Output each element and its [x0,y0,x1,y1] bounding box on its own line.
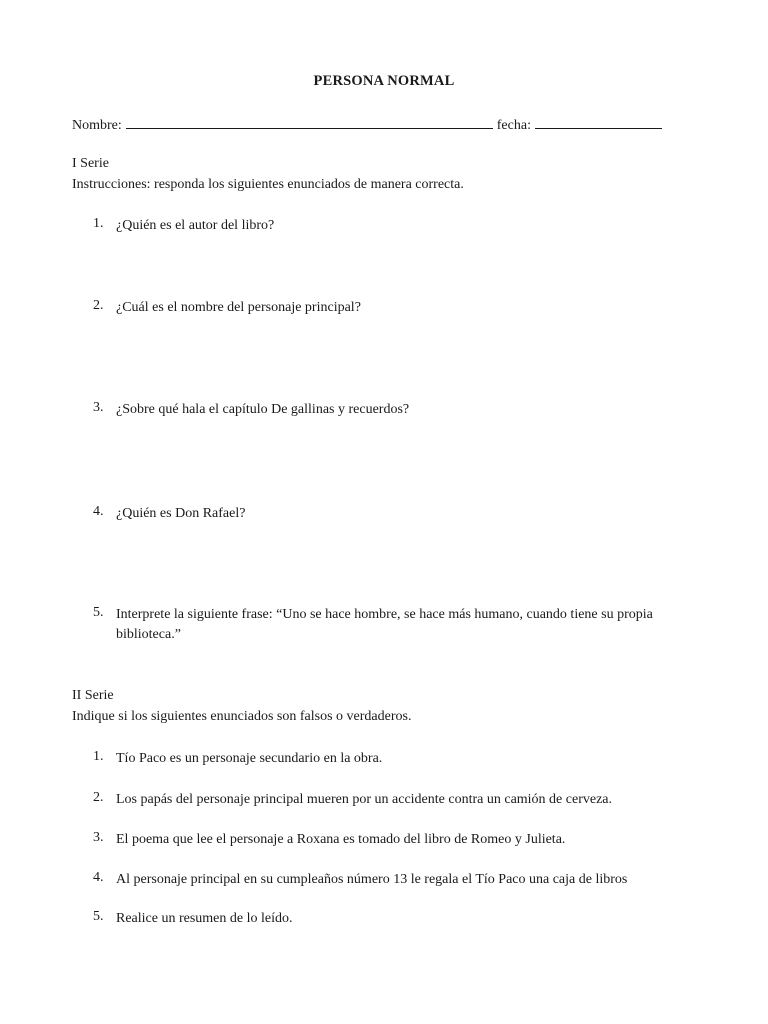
serie-2-question-2 [93,790,713,810]
serie-1-question-5 [93,605,713,645]
question-number: 4. [93,504,104,519]
question-text: Realice un resumen de lo leído. [116,911,293,926]
name-blank-line [126,115,493,129]
serie-2-title: II Serie [72,688,114,703]
question-number: 3. [93,830,104,845]
serie-1-question-1 [93,216,713,236]
question-text: El poema que lee el personaje a Roxana es tomado del libro de Romeo y Julieta. [116,832,566,847]
name-date-line [72,115,662,134]
date-blank-line [535,115,662,129]
serie-1-question-2 [93,298,713,318]
serie-2-instructions: Indique si los siguientes enunciados son falsos o verdaderos. [72,709,412,724]
question-text: ¿Sobre qué hala el capítulo De gallinas y recuerdos? [116,402,410,417]
question-number: 5. [93,605,104,620]
question-number: 5. [93,909,104,924]
question-text: ¿Quién es Don Rafael? [116,506,246,521]
question-text: ¿Cuál es el nombre del personaje principal? [116,300,361,315]
date-label: fecha: [496,118,531,133]
question-number: 4. [93,870,104,885]
serie-2-question-1 [93,749,713,769]
question-number: 1. [93,749,104,764]
name-label: Nombre: [72,118,122,133]
question-text: ¿Quién es el autor del libro? [116,218,275,233]
serie-1-instructions: Instrucciones: responda los siguientes enunciados de manera correcta. [72,177,464,192]
question-number: 1. [93,216,104,231]
serie-2-question-5 [93,909,713,929]
serie-2-question-4 [93,870,713,890]
page-title: PERSONA NORMAL [313,73,455,89]
serie-1-question-4 [93,504,713,524]
serie-2-question-3 [93,830,713,850]
question-text: Los papás del personaje principal mueren por un accidente contra un camión de cerveza. [116,792,613,807]
serie-1-question-3 [93,400,713,420]
question-text: Al personaje principal en su cumpleaños número 13 le regala el Tío Paco una caja de libros [116,872,628,887]
serie-1-title: I Serie [72,156,109,171]
question-text: Tío Paco es un personaje secundario en la obra. [116,751,383,766]
question-number: 2. [93,298,104,313]
question-number: 3. [93,400,104,415]
question-text: Interprete la siguiente frase: “Uno se hace hombre, se hace más humano, cuando tiene su propia biblioteca.” [116,607,653,642]
question-number: 2. [93,790,104,805]
